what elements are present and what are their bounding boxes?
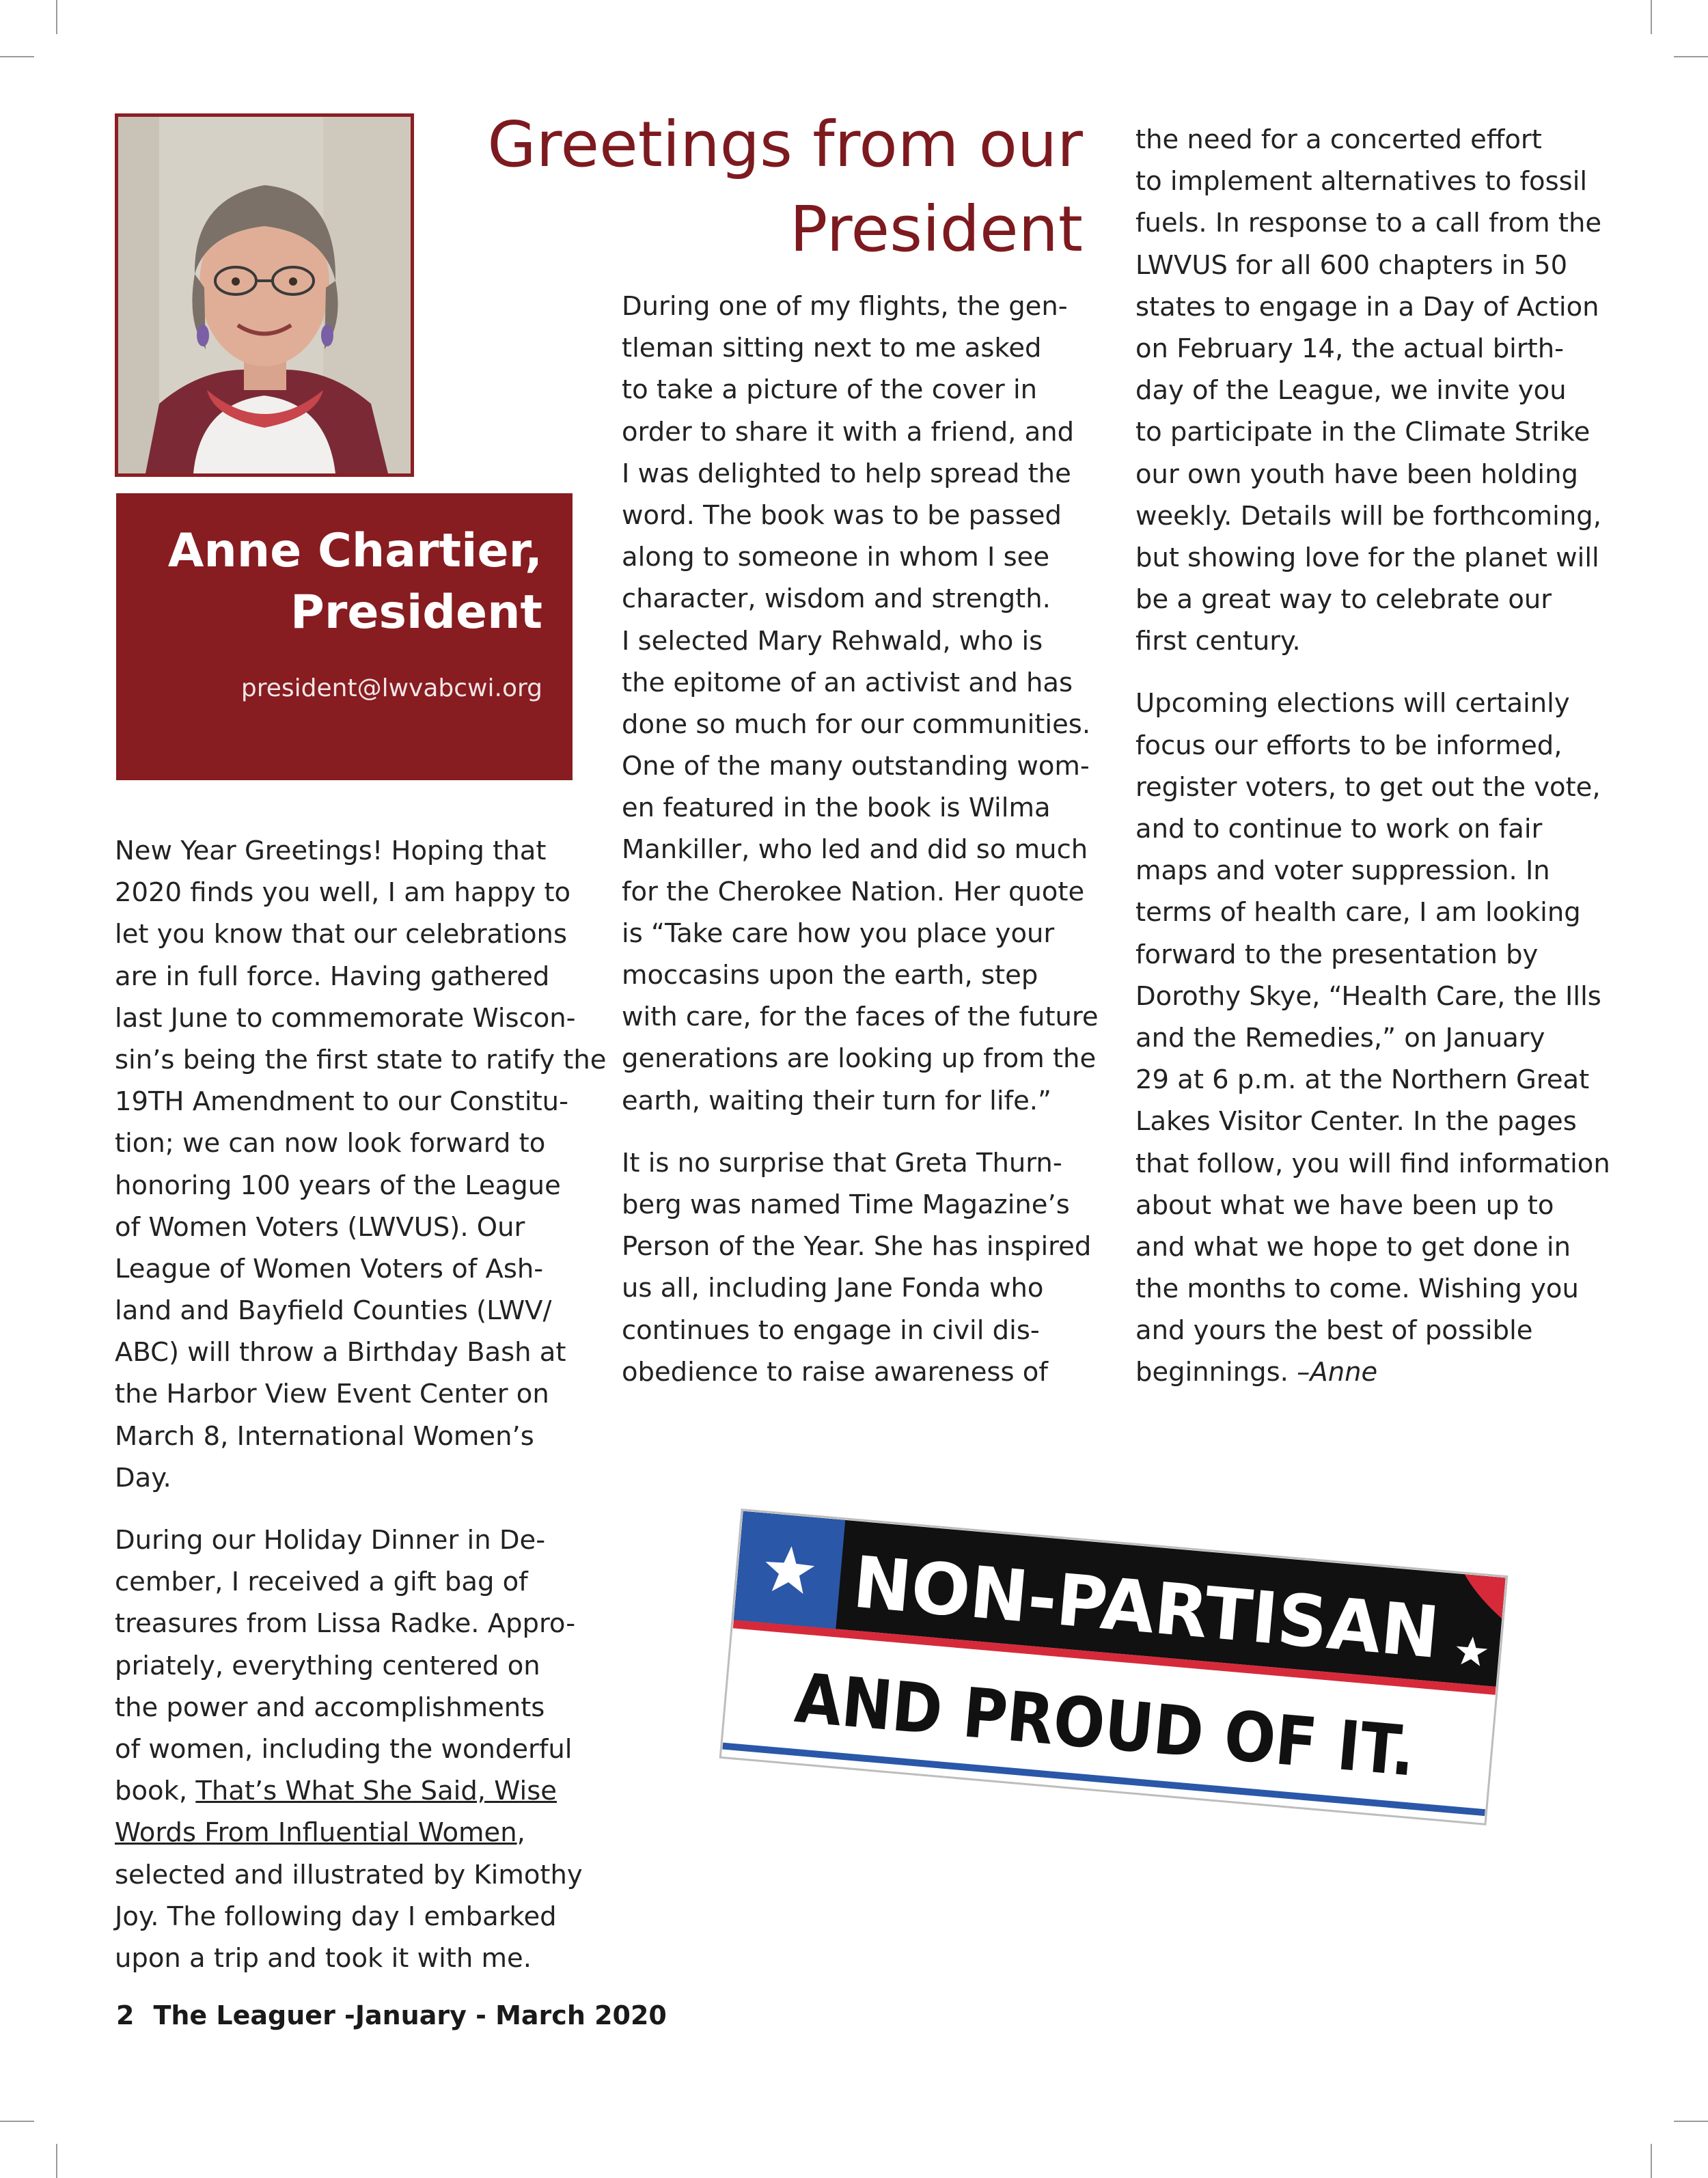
text-line: LWVUS for all 600 chapters in 50	[1135, 249, 1568, 281]
text-line: en featured in the book is Wilma	[622, 792, 1051, 824]
text-line: on February 14, the actual birth-	[1135, 333, 1565, 364]
text-line	[115, 1770, 606, 1812]
text-fragment: beginnings.	[1135, 1357, 1297, 1388]
text-line: order to share it with a friend, and	[622, 416, 1075, 447]
text-line: word. The book was to be passed	[622, 499, 1062, 531]
page-footer	[116, 2000, 667, 2030]
page-title-line2: President	[789, 193, 1083, 266]
text-line: 2020 finds you well, I am happy to	[115, 877, 571, 909]
president-name: Anne Chartier,	[167, 524, 542, 578]
text-line: Person of the Year. She has inspired	[622, 1231, 1092, 1263]
text-line: During one of my flights, the gen-	[622, 291, 1068, 322]
text-line: generations are looking up from the	[622, 1043, 1097, 1075]
text-line: selected and illustrated by Kimothy	[115, 1859, 583, 1890]
text-line: and the Remedies,” on January	[1135, 1022, 1545, 1053]
text-line: states to engage in a Day of Action	[1135, 291, 1599, 322]
text-line: forward to the presentation by	[1135, 939, 1539, 970]
text-line: land and Bayfield Counties (LWV/	[115, 1295, 552, 1327]
text-line: and yours the best of possible	[1135, 1315, 1533, 1347]
text-line: Lakes Visitor Center. In the pages	[1135, 1106, 1577, 1138]
text-line: to take a picture of the cover in	[622, 374, 1038, 406]
text-line: that follow, you will find information	[1135, 1148, 1610, 1179]
page-title	[468, 102, 1083, 272]
text-line: and to continue to work on fair	[1135, 814, 1543, 844]
text-line: with care, for the faces of the future	[622, 1002, 1099, 1033]
text-line: are in full force. Having gathered	[115, 961, 550, 992]
text-line: weekly. Details will be forthcoming,	[1135, 500, 1601, 532]
crop-mark	[1651, 2144, 1652, 2178]
text-line: berg was named Time Magazine’s	[622, 1189, 1070, 1220]
article-column-2	[622, 286, 1099, 1393]
sticker-line1: NON-PARTISAN	[850, 1540, 1457, 1676]
text-line: honoring 100 years of the League	[115, 1170, 561, 1201]
text-line: last June to commemorate Wiscon-	[115, 1002, 576, 1034]
president-email-link[interactable]: president@lwvabcwi.org	[240, 674, 542, 702]
text-line: During our Holiday Dinner in De-	[115, 1525, 546, 1556]
text-line: of Women Voters (LWVUS). Our	[115, 1211, 525, 1243]
text-line: I was delighted to help spread the	[622, 458, 1071, 489]
article-column-1	[115, 830, 606, 1979]
text-line: Joy. The following day I embarked	[115, 1901, 557, 1932]
text-line: cember, I received a gift bag of	[115, 1567, 528, 1598]
page-title-line1: Greetings from our	[487, 108, 1083, 181]
text-line: be a great way to celebrate our	[1135, 584, 1552, 616]
text-fragment: book,	[115, 1776, 196, 1807]
text-line	[1135, 1351, 1610, 1393]
text-line: of women, including the wonderful	[115, 1733, 573, 1765]
book-title-link[interactable]: Words From Influential Women	[115, 1817, 517, 1849]
text-line: is “Take care how you place your	[622, 918, 1055, 949]
text-line: tion; we can now look forward to	[115, 1128, 546, 1159]
text-line: Dorothy Skye, “Health Care, the Ills	[1135, 980, 1601, 1012]
signature: –Anne	[1297, 1357, 1378, 1388]
text-line: the Harbor View Event Center on	[115, 1379, 549, 1410]
text-fragment: ,	[516, 1817, 525, 1849]
text-line: terms of health care, I am looking	[1135, 897, 1581, 928]
nonpartisan-sticker	[711, 1503, 1517, 1831]
text-line: day of the League, we invite you	[1135, 375, 1567, 406]
text-line: 29 at 6 p.m. at the Northern Great	[1135, 1064, 1590, 1096]
text-line: March 8, International Women’s	[115, 1420, 534, 1452]
text-line: character, wisdom and strength.	[622, 583, 1051, 615]
text-line: Mankiller, who led and did so much	[622, 834, 1088, 866]
crop-mark	[1674, 56, 1708, 57]
text-line: treasures from Lissa Radke. Appro-	[115, 1608, 576, 1640]
text-line: the epitome of an activist and has	[622, 667, 1073, 698]
text-line: League of Women Voters of Ash-	[115, 1253, 544, 1284]
crop-mark	[56, 2144, 57, 2178]
text-line: focus our efforts to be informed,	[1135, 730, 1562, 761]
sticker-line2: AND PROUD OF IT.	[792, 1657, 1500, 1800]
text-line: maps and voter suppression. In	[1135, 855, 1550, 887]
text-line: continues to engage in civil dis-	[622, 1314, 1040, 1346]
crop-mark	[56, 0, 57, 34]
text-line: to participate in the Climate Strike	[1135, 417, 1590, 448]
text-line: sin’s being the first state to ratify the	[115, 1044, 607, 1075]
text-line: New Year Greetings! Hoping that	[115, 836, 547, 866]
text-line: obedience to raise awareness of	[622, 1356, 1048, 1388]
text-line: ABC) will throw a Birthday Bash at	[115, 1337, 566, 1368]
text-line: first century.	[1135, 626, 1301, 657]
text-line: It is no surprise that Greta Thurn-	[622, 1147, 1062, 1178]
text-line	[115, 1812, 606, 1853]
publication-title: The Leaguer -January - March 2020	[153, 2000, 667, 2030]
book-title-link[interactable]: That’s What She Said, Wise	[195, 1776, 557, 1807]
text-line: One of the many outstanding wom-	[622, 751, 1090, 782]
text-line: us all, including Jane Fonda who	[622, 1273, 1044, 1304]
crop-mark	[0, 2121, 34, 2122]
text-line: I selected Mary Rehwald, who is	[622, 625, 1043, 657]
text-line: to implement alternatives to fossil	[1135, 166, 1588, 197]
text-line: upon a trip and took it with me.	[115, 1942, 532, 1974]
text-line: and what we hope to get done in	[1135, 1231, 1571, 1263]
president-title: President	[290, 585, 542, 639]
text-line: Upcoming elections will certainly	[1135, 688, 1570, 719]
text-line: fuels. In response to a call from the	[1135, 208, 1602, 239]
crop-mark	[0, 56, 34, 57]
text-line: register voters, to get out the vote,	[1135, 771, 1601, 803]
text-line: for the Cherokee Nation. Her quote	[622, 876, 1085, 907]
text-line: Day.	[115, 1462, 171, 1493]
article-column-3	[1135, 119, 1610, 1394]
text-line: but showing love for the planet will	[1135, 542, 1599, 573]
text-line: tleman sitting next to me asked	[622, 333, 1042, 364]
president-name-box	[116, 493, 573, 780]
text-line: our own youth have been holding	[1135, 458, 1578, 490]
text-line: the months to come. Wishing you	[1135, 1273, 1579, 1305]
text-line: moccasins upon the earth, step	[622, 960, 1038, 991]
crop-mark	[1674, 2121, 1708, 2122]
text-line: priately, everything centered on	[115, 1650, 540, 1681]
text-line: done so much for our communities.	[622, 708, 1091, 740]
text-line: along to someone in whom I see	[622, 542, 1050, 573]
text-line: about what we have been up to	[1135, 1189, 1554, 1221]
page-number: 2	[116, 2000, 135, 2030]
text-line: the power and accomplishments	[115, 1692, 545, 1723]
text-line: let you know that our celebrations	[115, 919, 568, 950]
text-line: the need for a concerted effort	[1135, 124, 1542, 155]
president-portrait	[115, 113, 414, 477]
text-line: 19TH Amendment to our Constitu-	[115, 1086, 568, 1118]
text-line: earth, waiting their turn for life.”	[622, 1085, 1051, 1116]
crop-mark	[1651, 0, 1652, 34]
